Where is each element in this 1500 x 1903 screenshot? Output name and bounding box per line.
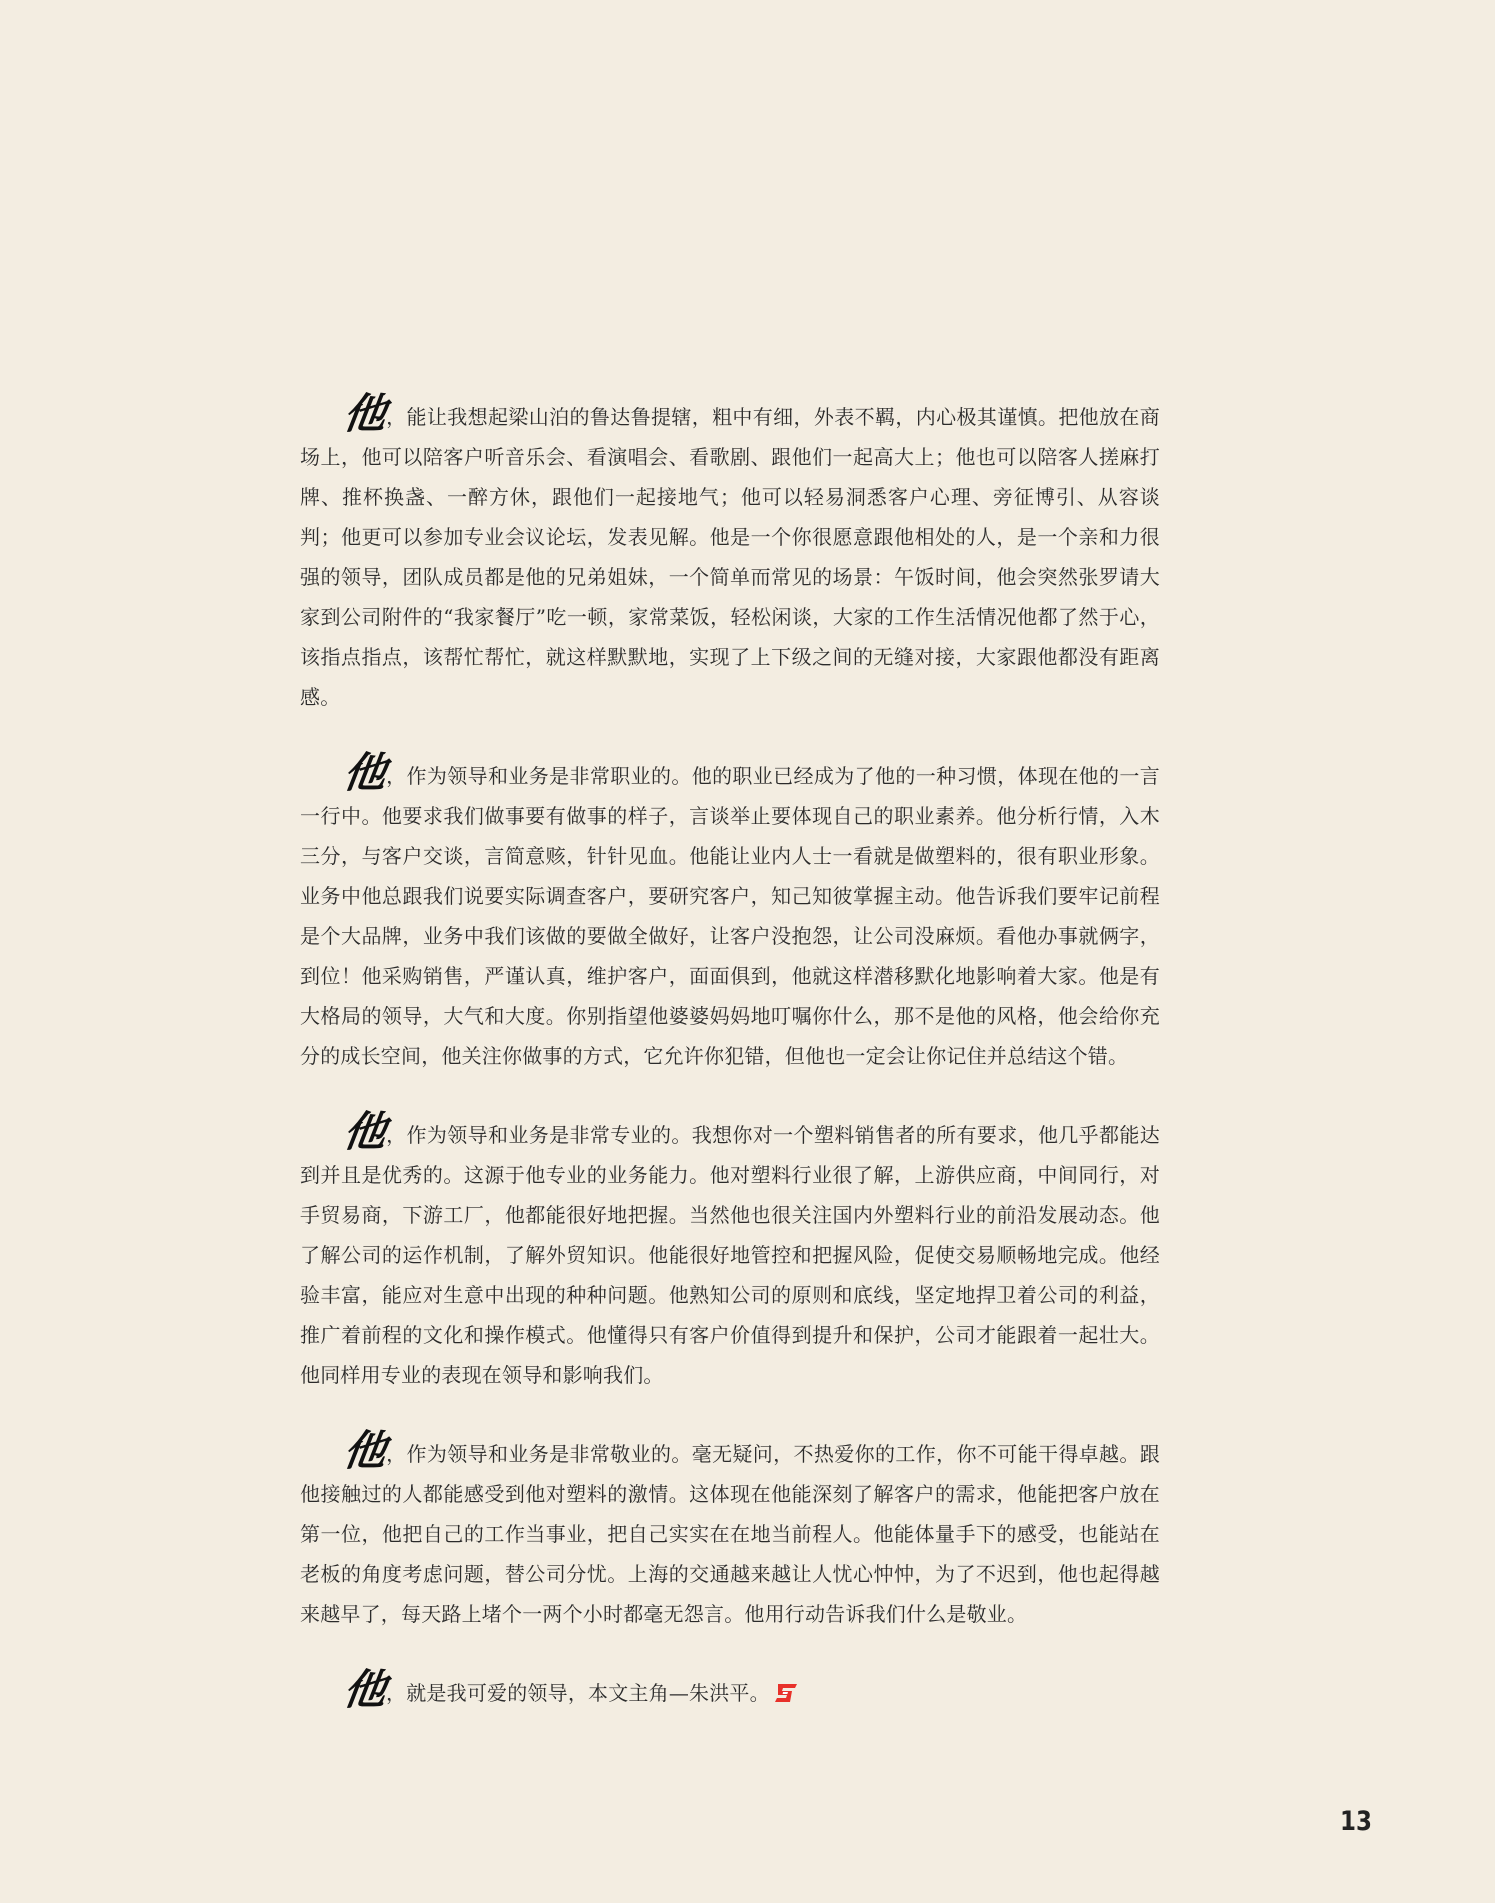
page-edge xyxy=(1495,0,1500,1903)
drop-cap: 他 xyxy=(340,1107,388,1156)
article xyxy=(300,389,1160,1751)
paragraph-text: ，作为领导和业务是非常专业的。我想你对一个塑料销售者的所有要求，他几乎都能达到并且是优秀的。这源于他专业的业务能力。他对塑料行业很了解，上游供应商，中间同行，对手贸易商，下游工厂，他都能很好地把握。当然他也很关注国内外塑料行业的前沿发展动态。他了解公司的运作机制，了解外贸知识。他能很好地管控和把握风险，促使交易顺畅地完成。他经验丰富，能应对生意中出现的种种问题。他熟知公司的原则和底线，坚定地捍卫着公司的利益，推广着前程的文化和操作模式。他懂得只有客户价值得到提升和保护，公司才能跟着一起壮大。他同样用专业的表现在领导和影响我们。 xyxy=(300,1123,1160,1387)
paragraph-5 xyxy=(300,1665,1160,1714)
paragraph-text: ，作为领导和业务是非常职业的。他的职业已经成为了他的一种习惯，体现在他的一言一行中。他要求我们做事要有做事的样子，言谈举止要体现自己的职业素养。他分析行情，入木三分，与客户交谈，言简意赅，针针见血。他能让业内人士一看就是做塑料的，很有职业形象。业务中他总跟我们说要实际调查客户，要研究客户，知己知彼掌握主动。他告诉我们要牢记前程是个大品牌，业务中我们该做的要做全做好，让客户没抱怨，让公司没麻烦。看他办事就俩字，到位！他采购销售，严谨认真，维护客户，面面俱到，他就这样潜移默化地影响着大家。他是有大格局的领导，大气和大度。你别指望他婆婆妈妈地叮嘱你什么，那不是他的风格，他会给你充分的成长空间，他关注你做事的方式，它允许你犯错，但他也一定会让你记住并总结这个错。 xyxy=(300,764,1160,1068)
paragraph-text: ，能让我想起梁山泊的鲁达鲁提辖，粗中有细，外表不羁，内心极其谨慎。把他放在商场上，他可以陪客户听音乐会、看演唱会、看歌剧、跟他们一起高大上；他也可以陪客人搓麻打牌、推杯换盏、一醉方休，跟他们一起接地气；他可以轻易洞悉客户心理、旁征博引、从容谈判；他更可以参加专业会议论坛，发表见解。他是一个你很愿意跟他相处的人，是一个亲和力很强的领导，团队成员都是他的兄弟姐妹，一个简单而常见的场景：午饭时间，他会突然张罗请大家到公司附件的“我家餐厅”吃一顿，家常菜饭，轻松闲谈，大家的工作生活情况他都了然于心，该指点指点，该帮忙帮忙，就这样默默地，实现了上下级之间的无缝对接，大家跟他都没有距离感。 xyxy=(300,405,1160,709)
paragraph-2 xyxy=(300,748,1160,1076)
paragraph-text: ，就是我可爱的领导，本文主角—朱洪平。 xyxy=(386,1681,770,1705)
paragraph-text: ，作为领导和业务是非常敬业的。毫无疑问，不热爱你的工作，你不可能干得卓越。跟他接触过的人都能感受到他对塑料的激情。这体现在他能深刻了解客户的需求，他能把客户放在第一位，他把自己的工作当事业，把自己实实在在地当前程人。他能体量手下的感受，也能站在老板的角度考虑问题，替公司分忧。上海的交通越来越让人忧心忡忡，为了不迟到，他也起得越来越早了，每天路上堵个一两个小时都毫无怨言。他用行动告诉我们什么是敬业。 xyxy=(300,1442,1160,1626)
drop-cap: 他 xyxy=(340,748,388,797)
paragraph-4 xyxy=(300,1426,1160,1634)
drop-cap: 他 xyxy=(340,1665,388,1714)
paragraph-3 xyxy=(300,1107,1160,1395)
magazine-logo-icon xyxy=(774,1676,798,1696)
page-number: 13 xyxy=(1340,1806,1372,1837)
drop-cap: 他 xyxy=(340,389,388,438)
paragraph-1 xyxy=(300,389,1160,717)
drop-cap: 他 xyxy=(340,1426,388,1475)
